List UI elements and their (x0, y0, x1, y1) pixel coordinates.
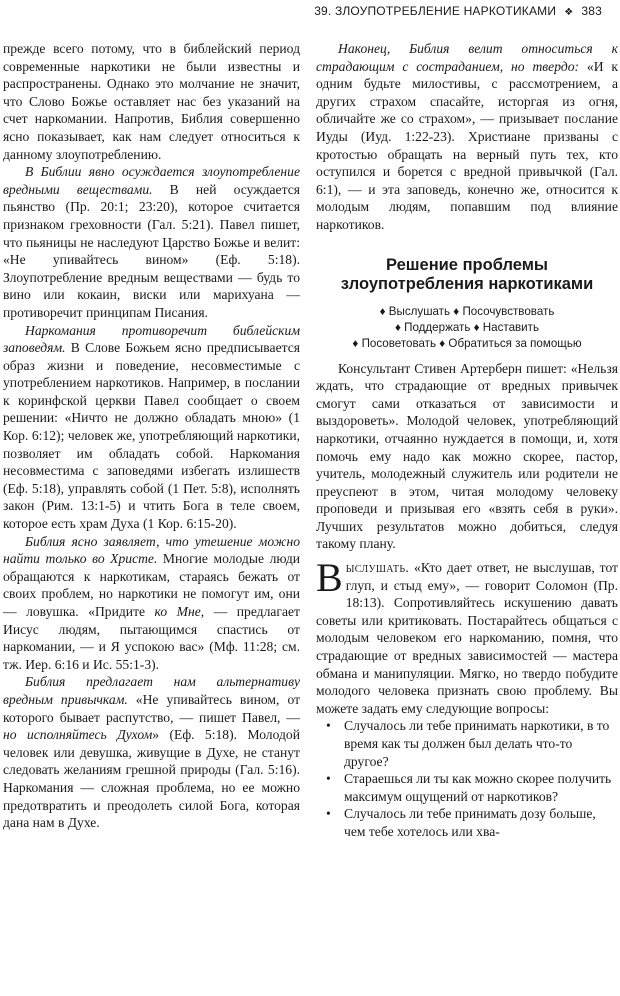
step-item: Наставить (482, 320, 540, 334)
paragraph: Наркомания противоречит библейским заповедям. В Слове Божьем ясно предписывается образ жизни и поведение, несовместимые с употреблением наркотиков. Например, в послании к коринфской церкви Павел сообщает о своем решении: «Ничто не должно обладать мною» (1 Кор. 6:12); человек же, употребляющий наркотики, позволяет им обладать собой. Наркомания несовместима с заповедями избегать излишеств (Еф. 5:18), управлять собой (1 Пет. 5:8), исполнять закон (Рим. 13:1-5) и чтить Бога в теле своем, которое есть храм Духа (1 Кор. 6:15-20). (3, 322, 300, 532)
step-marker-icon: ♦ (453, 304, 460, 318)
paragraph: Библия ясно заявляет, что утешение можно найти только во Христе. Многие молодые люди обращаются к наркотикам, стараясь бежать от своих проблем, но наркотики не помогут им, они — ловушка. «Придите ко Мне, — предлагает Иисус людям, пытающимся спастись от наркомании, — и Я успокою вас» (Мф. 11:28; см. тж. Иер. 6:16 и Ис. 55:1-3). (3, 533, 301, 672)
step-item: Обратиться за помощью (448, 336, 582, 350)
left-column (3, 40, 300, 832)
section-title: Решение проблемы злоупотребления наркотиками (340, 255, 594, 293)
paragraph: прежде всего потому, что в библейский период современные наркотики не были известны и распространены. Однако это молчание не значит, что Слово Божье оставляет нас без указаний на счет наркомании. Напротив, Библия совершенно ясно показывает, как нам следует относиться к данному злоупотреблению. (3, 41, 300, 162)
emphasis-lead: Библия ясно заявляет, что утешение можно найти только во Христе. (3, 533, 300, 567)
steps-list (316, 304, 618, 352)
paragraph: Наконец, Библия велит относиться к страдающим с состраданием, но твердо: «И к одним будьте милостивы, с рассмотрением, а других страхом спасайте, исторгая из огня, обличайте же со страхом», — призывает послание Иуды (Иуд. 1:22-23). Христиане призваны с кротостью обращать на верный путь тех, кто оступился и борется с вредной привычкой (Гал. 6:1), — и эта заповедь, конечно же, относится к молодым людям, попавшим под влияние наркотиков. (316, 41, 619, 232)
step-item: Посоветовать (361, 336, 437, 350)
question-list (316, 717, 618, 840)
paragraph: В Библии явно осуждается злоупотребление вредными веществами. В ней осуждается пьянство (Пр. 20:1; 23:20), которое считается признаком греховности (Гал. 5:21). Павел пишет, что пьяницы не наследуют Царство Божье и велит: «Не упивайтесь вином» (Еф. 5:18). Злоупотребление вредным веществами — будь то вино или кокаин, виски или марихуана — противоречит принципам Писания. (3, 164, 300, 320)
step-item: Посочувствовать (462, 304, 555, 318)
chapter-title: 39. ЗЛОУПОТРЕБЛЕНИЕ НАРКОТИКАМИ (314, 4, 557, 18)
list-item: • Стараешься ли ты как можно скорее получить максимум ощущений от наркотиков? (344, 770, 618, 805)
step-marker-icon: ♦ (379, 304, 386, 318)
lead-word: ыслушать. (345, 560, 410, 576)
emphasis-lead: Наконец, Библия велит относиться к страдающим с состраданием, но твердо: (316, 41, 618, 74)
emphasis-lead: Наркомания противоречит библейским заповедям. (3, 322, 300, 356)
step-marker-icon: ♦ (394, 320, 401, 334)
drop-cap: В (316, 555, 343, 601)
page-number: 383 (581, 4, 602, 18)
paragraph: Выслушать. «Кто дает ответ, не выслушав, тот глуп, и стыд ему», — говорит Соломон (Пр. 18:13). Сопротивляйтесь искушению давать советы или критиковать. Постарайтесь общаться с молодым человеком его наркоманию, помня, что страдающие от вредных зависимостей — мастера обмана и манипуляции. Мягко, но твердо побудите молодого человека признать свою проблему. Вы можете задать ему следующие вопросы: (316, 555, 618, 716)
running-header (0, 0, 620, 22)
separator-icon: ❖ (564, 7, 574, 18)
list-item: • Случалось ли тебе принимать наркотики, в то время как ты должен был делать что-то другое? (344, 717, 618, 770)
list-item: • Случалось ли тебе принимать дозу больше, чем тебе хотелось или хва- (344, 805, 618, 840)
paragraph: Консультант Стивен Артерберн пишет: «Нельзя ждать, что страдающие от вредных привычек смогут сами отказаться от зависимости и выздороветь». Молодой человек, употребляющий наркотики, отчаянно нуждается в помощи, и, хотя помочь ему надо как можно скорее, пастор, учитель, молодежный служитель или родители не преуспеют в этом, читая молодому человеку проповеди и призывая его «взять себя в руки». Лучших результатов можно добиться, следуя такому плану. (316, 360, 618, 552)
emphasis-lead: В Библии явно осуждается злоупотребление вредными веществами. (3, 164, 300, 197)
paragraph: Библия предлагает нам альтернативу вредным привычкам. «Не упивайтесь вином, от которого бывает распутство, — пишет Павел, — но исполняйтесь Духом» (Еф. 5:18). Молодой человек или девушка, живущие в Духе, не станут следовать желаниям грешной природы (Гал. 5:16). Наркомания — сложная проблема, но ее можно предотвратить и преодолеть силой Бога, которая дана нам в Духе. (3, 674, 301, 831)
right-column (316, 40, 618, 841)
header-text (314, 4, 602, 18)
step-item: Выслушать (388, 304, 451, 318)
step-marker-icon: ♦ (439, 336, 446, 350)
step-item: Поддержать (404, 320, 471, 334)
step-marker-icon: ♦ (352, 336, 359, 350)
step-marker-icon: ♦ (473, 320, 480, 334)
emphasis-lead: Библия предлагает нам альтернативу вредным привычкам. (3, 674, 300, 707)
